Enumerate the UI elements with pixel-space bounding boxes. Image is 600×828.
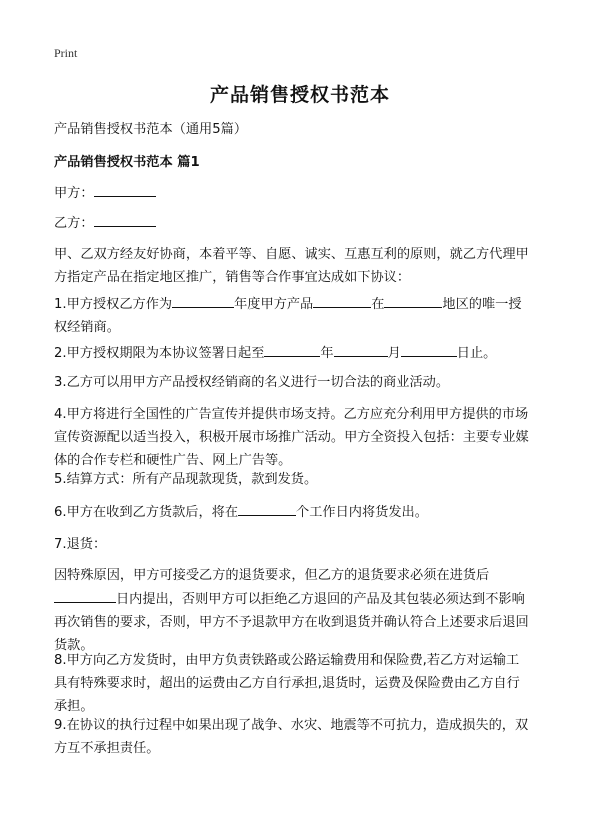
text-line: 因特殊原因，甲方可接受乙方的退货要求，但乙方的退货要求必须在进货后 — [54, 568, 490, 583]
clause-2: 2.甲方授权期限为本协议签署日起至 年 月 日止。 — [54, 341, 549, 365]
subtitle: 产品销售授权书范本（通用5篇） — [54, 122, 248, 137]
party-b-label: 乙方： — [54, 216, 94, 231]
text-line: 货款。 — [54, 638, 94, 653]
text-line: 体的合作专栏和硬性广告、网上广告等。 — [54, 453, 292, 468]
fill-blank — [94, 211, 156, 227]
text-line: 甲、乙双方经友好协商，本着平等、自愿、诚实、互惠互利的原则，就乙方代理甲 — [54, 247, 529, 262]
text-line: 权经销商。 — [54, 320, 120, 335]
intro-paragraph — [54, 243, 549, 289]
text-line: 日内提出，否则甲方可以拒绝乙方退回的产品及其包装必须达到不影响 — [54, 587, 549, 611]
clause-4 — [54, 403, 549, 472]
text-line: 1.甲方授权乙方作为 年度甲方产品 在 地区的唯一授 — [54, 292, 549, 316]
text-line: 4.甲方将进行全国性的广告宣传并提供市场支持。乙方应充分利用甲方提供的市场 — [54, 407, 529, 422]
clause-6: 6.甲方在收到乙方货款后，将在 个工作日内将货发出。 — [54, 500, 549, 524]
text-line: 9.在协议的执行过程中如果出现了战争、水灾、地震等不可抗力，造成损失的，双 — [54, 718, 529, 733]
clause-5: 5.结算方式：所有产品现款现货，款到发货。 — [54, 472, 318, 487]
fill-blank — [384, 292, 442, 308]
clause-9 — [54, 714, 549, 760]
clause-3: 3.乙方可以用甲方产品授权经销商的名义进行一切合法的商业活动。 — [54, 375, 450, 390]
fill-blank — [238, 500, 296, 516]
clause-7-body — [54, 564, 549, 657]
text-line: 方互不承担责任。 — [54, 741, 160, 756]
print-link[interactable]: Print — [54, 46, 78, 60]
fill-blank — [54, 587, 116, 603]
clause-8 — [54, 649, 549, 718]
text-line: 具有特殊要求时，超出的运费由乙方自行承担,退货时，运费及保险费由乙方自行 — [54, 676, 520, 691]
clause-7-heading: 7.退货： — [54, 537, 107, 552]
fill-blank — [264, 341, 320, 357]
text-line: 承担。 — [54, 699, 94, 714]
section-heading: 产品销售授权书范本 篇1 — [54, 155, 200, 170]
text-line: 宣传资源配以适当投入，积极开展市场推广活动。甲方全资投入包括：主要专业媒 — [54, 430, 529, 445]
clause-1 — [54, 292, 549, 339]
text-line: 8.甲方向乙方发货时，由甲方负责铁路或公路运输费用和保险费,若乙方对运输工 — [54, 653, 520, 668]
fill-blank — [401, 341, 457, 357]
party-b-line — [54, 211, 549, 235]
party-a-line — [54, 181, 549, 205]
fill-blank — [94, 181, 156, 197]
text-line: 方指定产品在指定地区推广，销售等合作事宜达成如下协议： — [54, 270, 411, 285]
fill-blank — [313, 292, 371, 308]
party-a-label: 甲方： — [54, 186, 94, 201]
text-line: 再次销售的要求，否则，甲方不予退款甲方在收到退货并确认符合上述要求后退回 — [54, 615, 529, 630]
fill-blank — [334, 341, 388, 357]
fill-blank — [172, 292, 234, 308]
document-title: 产品销售授权书范本 — [209, 84, 390, 106]
